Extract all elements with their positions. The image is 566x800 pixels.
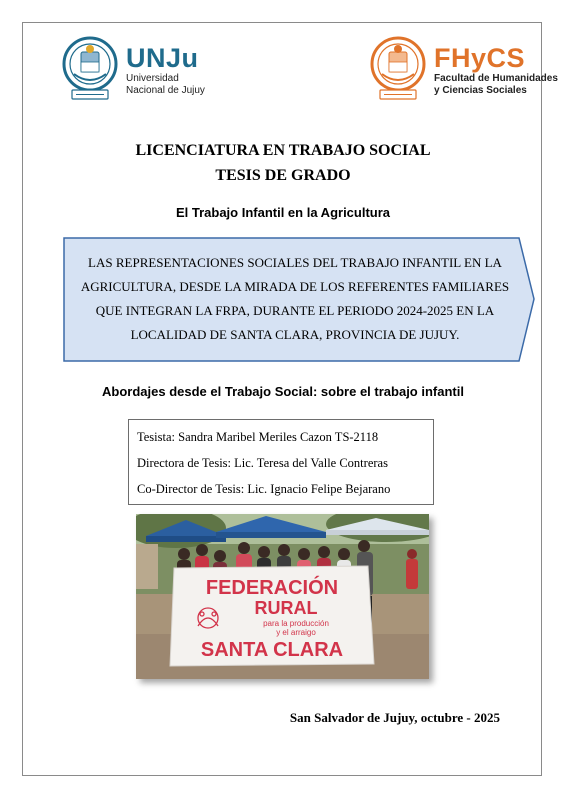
photo-banner-line5: SANTA CLARA <box>200 639 344 661</box>
university-seal-icon <box>62 34 118 106</box>
thesis-title-line: AGRICULTURA, DESDE LA MIRADA DE LOS REFERENTES FAMILIARES <box>80 279 510 294</box>
thesis-credits <box>128 419 434 505</box>
photo-banner-line1: FEDERACIÓN <box>205 577 339 599</box>
unju-abbr: UNJu <box>126 43 199 73</box>
photo-banner-line4: y el arraigo <box>276 628 316 637</box>
faculty-seal-icon <box>370 34 426 106</box>
photo-banner-line3: para la producción <box>263 619 329 628</box>
thesis-subtitle: El Trabajo Infantil en la Agricultura <box>175 205 391 220</box>
approach-heading: Abordajes desde el Trabajo Social: sobre el trabajo infantil <box>102 384 464 399</box>
fhycs-line1: Facultad de Humanidades <box>434 73 558 84</box>
place-date: San Salvador de Jujuy, octubre - 2025 <box>289 710 500 725</box>
directora-line: Directora de Tesis: Lic. Teresa del Valle Contreras <box>137 456 388 470</box>
fhycs-logo <box>370 34 558 106</box>
photo-banner-line2: RURAL <box>254 598 318 618</box>
codirector-line: Co-Director de Tesis: Lic. Ignacio Felipe Bejarano <box>137 482 391 496</box>
unju-line1: Universidad <box>126 73 179 84</box>
degree-title: LICENCIATURA EN TRABAJO SOCIAL <box>135 142 431 159</box>
group-photo <box>136 514 429 679</box>
thesis-title-line: LAS REPRESENTACIONES SOCIALES DEL TRABAJO INFANTIL EN LA <box>88 255 502 270</box>
unju-logo <box>62 34 205 106</box>
thesis-title-line: QUE INTEGRAN LA FRPA, DURANTE EL PERIODO 2024-2025 EN LA <box>95 303 495 318</box>
tesista-line: Tesista: Sandra Maribel Meriles Cazon TS-2118 <box>137 430 379 444</box>
group-photo-illustration <box>136 514 429 679</box>
thesis-title-line: LOCALIDAD DE SANTA CLARA, PROVINCIA DE JUJUY. <box>130 327 460 342</box>
thesis-title-banner <box>63 237 535 362</box>
thesis-type: TESIS DE GRADO <box>215 167 351 184</box>
fhycs-line2: y Ciencias Sociales <box>434 85 527 96</box>
unju-line2: Nacional de Jujuy <box>126 85 205 96</box>
thesis-title <box>69 251 521 347</box>
fhycs-abbr: FHyCS <box>434 43 526 73</box>
